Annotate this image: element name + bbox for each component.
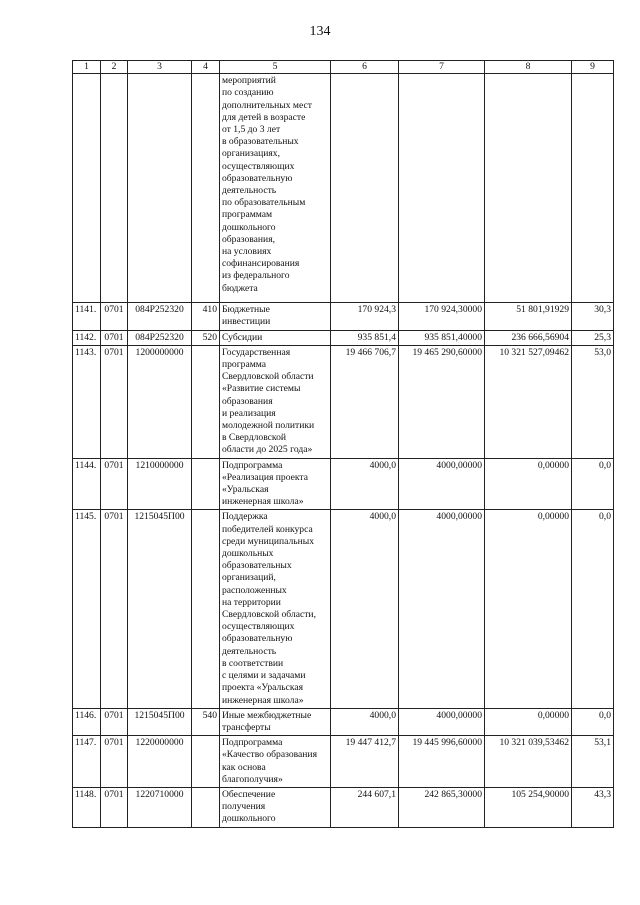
cell-section bbox=[101, 74, 128, 303]
item-name: Подпрограмма «Качество образования как основа благополучия» bbox=[220, 736, 331, 788]
section-code: 0701 bbox=[101, 458, 128, 510]
expense-type-code bbox=[192, 458, 220, 510]
item-name: Обеспечение получения дошкольного bbox=[220, 787, 331, 827]
execution-percent: 25,3 bbox=[572, 330, 614, 345]
table-row bbox=[73, 510, 614, 708]
expense-type-code bbox=[192, 736, 220, 788]
executed-amount: 10 321 527,09462 bbox=[485, 345, 572, 458]
execution-percent: 0,0 bbox=[572, 708, 614, 735]
column-header: 6 bbox=[331, 61, 399, 74]
budget-table bbox=[72, 60, 614, 828]
row-number: 1142. bbox=[73, 330, 101, 345]
plan-amount: 935 851,4 bbox=[331, 330, 399, 345]
execution-percent: 30,3 bbox=[572, 303, 614, 330]
column-header: 3 bbox=[128, 61, 192, 74]
row-number: 1147. bbox=[73, 736, 101, 788]
target-code: 1200000000 bbox=[128, 345, 192, 458]
continuation-text: мероприятий по созданию дополнительных мест для детей в возрасте от 1,5 до 3 лет в образовательных организациях, осуществляющих образовательную деятельность по образовательным программам дошкольного образования, на условиях софинансирования из федерального бюджета bbox=[220, 74, 331, 303]
refined-amount: 4000,00000 bbox=[399, 708, 485, 735]
execution-percent: 53,1 bbox=[572, 736, 614, 788]
executed-amount: 0,00000 bbox=[485, 458, 572, 510]
row-number: 1144. bbox=[73, 458, 101, 510]
execution-percent: 43,3 bbox=[572, 787, 614, 827]
plan-amount: 4000,0 bbox=[331, 708, 399, 735]
plan-amount: 19 466 706,7 bbox=[331, 345, 399, 458]
section-code: 0701 bbox=[101, 787, 128, 827]
refined-amount: 242 865,30000 bbox=[399, 787, 485, 827]
cell-vr bbox=[192, 74, 220, 303]
column-header: 4 bbox=[192, 61, 220, 74]
expense-type-code: 540 bbox=[192, 708, 220, 735]
cell-num bbox=[73, 74, 101, 303]
column-header: 2 bbox=[101, 61, 128, 74]
refined-amount: 4000,00000 bbox=[399, 510, 485, 708]
target-code: 084P252320 bbox=[128, 303, 192, 330]
plan-amount: 4000,0 bbox=[331, 458, 399, 510]
target-code: 1215045П00 bbox=[128, 708, 192, 735]
item-name: Поддержка победителей конкурса среди муниципальных дошкольных образовательных организаций, расположенных на территории Свердловской области, осуществляющих образовательную деятельность в соответствии с целями и задачами проекта «Уральская инженерная школа» bbox=[220, 510, 331, 708]
target-code: 1215045П00 bbox=[128, 510, 192, 708]
item-name: Субсидии bbox=[220, 330, 331, 345]
plan-amount: 4000,0 bbox=[331, 510, 399, 708]
cell-executed bbox=[485, 74, 572, 303]
row-number: 1141. bbox=[73, 303, 101, 330]
expense-type-code bbox=[192, 787, 220, 827]
page-number: 134 bbox=[309, 24, 331, 39]
plan-amount: 170 924,3 bbox=[331, 303, 399, 330]
column-header: 8 bbox=[485, 61, 572, 74]
refined-amount: 4000,00000 bbox=[399, 458, 485, 510]
target-code: 1210000000 bbox=[128, 458, 192, 510]
column-header: 5 bbox=[220, 61, 331, 74]
continuation-row bbox=[73, 74, 614, 303]
row-number: 1143. bbox=[73, 345, 101, 458]
refined-amount: 19 445 996,60000 bbox=[399, 736, 485, 788]
refined-amount: 19 465 290,60000 bbox=[399, 345, 485, 458]
table-row bbox=[73, 330, 614, 345]
item-name: Государственная программа Свердловской области «Развитие системы образования и реализация молодежной политики в Свердловской области до 2025 года» bbox=[220, 345, 331, 458]
item-name: Подпрограмма «Реализация проекта «Уральская инженерная школа» bbox=[220, 458, 331, 510]
plan-amount: 19 447 412,7 bbox=[331, 736, 399, 788]
execution-percent: 53,0 bbox=[572, 345, 614, 458]
execution-percent: 0,0 bbox=[572, 510, 614, 708]
plan-amount: 244 607,1 bbox=[331, 787, 399, 827]
header-row bbox=[73, 61, 614, 74]
row-number: 1148. bbox=[73, 787, 101, 827]
execution-percent: 0,0 bbox=[572, 458, 614, 510]
executed-amount: 0,00000 bbox=[485, 708, 572, 735]
expense-type-code bbox=[192, 510, 220, 708]
row-number: 1145. bbox=[73, 510, 101, 708]
executed-amount: 10 321 039,53462 bbox=[485, 736, 572, 788]
cell-plan bbox=[331, 74, 399, 303]
column-header: 1 bbox=[73, 61, 101, 74]
target-code: 084P252320 bbox=[128, 330, 192, 345]
table-row bbox=[73, 458, 614, 510]
section-code: 0701 bbox=[101, 330, 128, 345]
table-row bbox=[73, 708, 614, 735]
refined-amount: 935 851,40000 bbox=[399, 330, 485, 345]
executed-amount: 51 801,91929 bbox=[485, 303, 572, 330]
table-row bbox=[73, 303, 614, 330]
expense-type-code: 520 bbox=[192, 330, 220, 345]
executed-amount: 105 254,90000 bbox=[485, 787, 572, 827]
section-code: 0701 bbox=[101, 303, 128, 330]
executed-amount: 236 666,56904 bbox=[485, 330, 572, 345]
expense-type-code bbox=[192, 345, 220, 458]
cell-refined bbox=[399, 74, 485, 303]
refined-amount: 170 924,30000 bbox=[399, 303, 485, 330]
row-number: 1146. bbox=[73, 708, 101, 735]
executed-amount: 0,00000 bbox=[485, 510, 572, 708]
table-row bbox=[73, 787, 614, 827]
column-header: 7 bbox=[399, 61, 485, 74]
item-name: Иные межбюджетные трансферты bbox=[220, 708, 331, 735]
section-code: 0701 bbox=[101, 345, 128, 458]
expense-type-code: 410 bbox=[192, 303, 220, 330]
target-code: 1220710000 bbox=[128, 787, 192, 827]
cell-percent bbox=[572, 74, 614, 303]
section-code: 0701 bbox=[101, 736, 128, 788]
target-code: 1220000000 bbox=[128, 736, 192, 788]
table-row bbox=[73, 345, 614, 458]
section-code: 0701 bbox=[101, 510, 128, 708]
cell-target bbox=[128, 74, 192, 303]
column-header: 9 bbox=[572, 61, 614, 74]
section-code: 0701 bbox=[101, 708, 128, 735]
item-name: Бюджетные инвестиции bbox=[220, 303, 331, 330]
table-row bbox=[73, 736, 614, 788]
